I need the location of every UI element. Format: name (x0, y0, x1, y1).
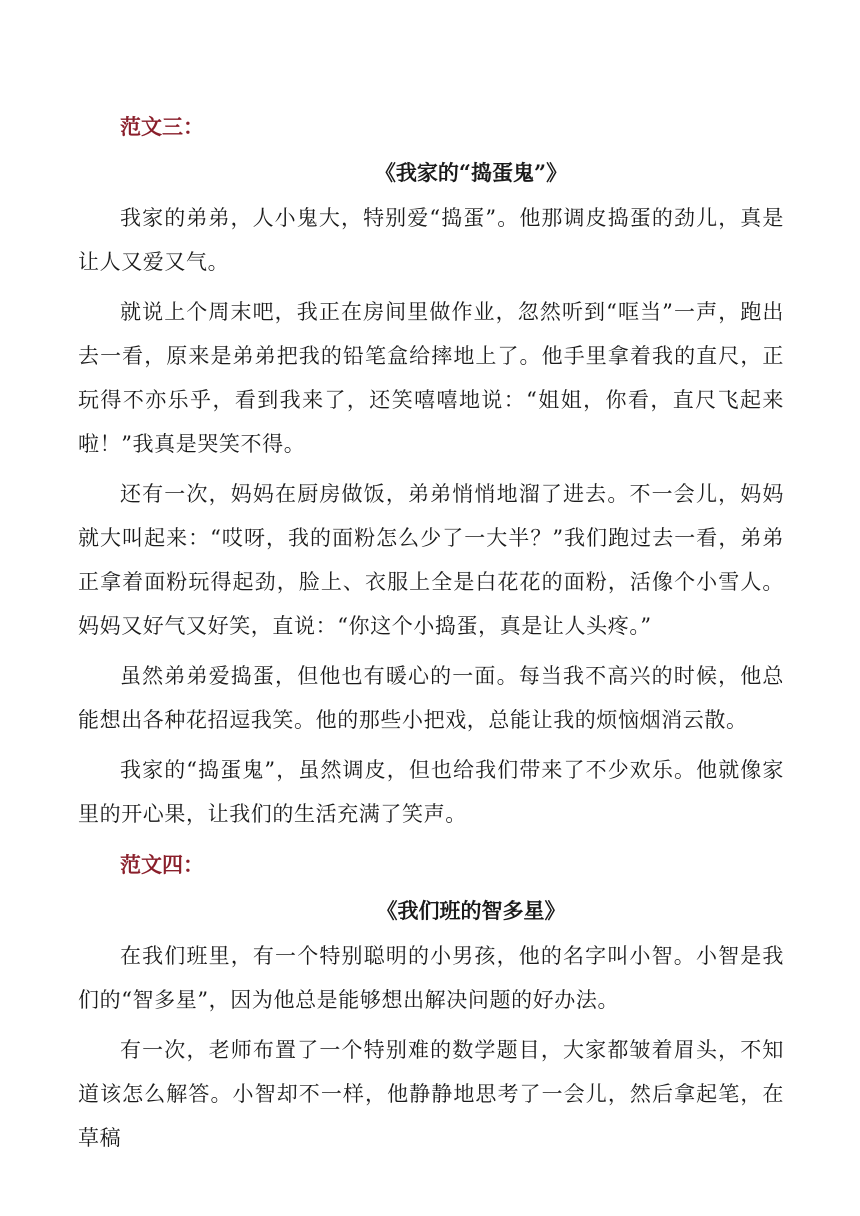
paragraph: 就说上个周末吧，我正在房间里做作业，忽然听到“哐当”一声，跑出去一看，原来是弟弟把我的铅笔盒给摔地上了。他手里拿着我的直尺，正玩得不亦乐乎，看到我来了，还笑嘻嘻地说：“姐姐，你看，直尺飞起来啦！”我真是哭笑不得。 (78, 300, 784, 456)
section-essay-4 (78, 842, 784, 1160)
paragraph: 有一次，老师布置了一个特别难的数学题目，大家都皱着眉头，不知道该怎么解答。小智却不一样，他静静地思考了一会儿，然后拿起笔，在草稿 (78, 1038, 784, 1150)
paragraph: 我家的弟弟，人小鬼大，特别爱“捣蛋”。他那调皮捣蛋的劲儿，真是让人又爱又气。 (78, 206, 784, 274)
essay-title: 《我家的“捣蛋鬼”》 (374, 160, 568, 185)
paragraph: 在我们班里，有一个特别聪明的小男孩，他的名字叫小智。小智是我们的“智多星”，因为他总是能够想出解决问题的好办法。 (78, 944, 784, 1012)
section-label: 范文三： (120, 114, 204, 139)
document-page (78, 104, 784, 1166)
paragraph: 还有一次，妈妈在厨房做饭，弟弟悄悄地溜了进去。不一会儿，妈妈就大叫起来：“哎呀，我的面粉怎么少了一大半？”我们跑过去一看，弟弟正拿着面粉玩得起劲，脸上、衣服上全是白花花的面粉，活像个小雪人。妈妈又好气又好笑，直说：“你这个小捣蛋，真是让人头疼。” (78, 482, 784, 638)
section-label: 范文四： (120, 852, 204, 877)
paragraph: 我家的“捣蛋鬼”，虽然调皮，但也给我们带来了不少欢乐。他就像家里的开心果，让我们的生活充满了笑声。 (78, 758, 784, 826)
paragraph: 虽然弟弟爱捣蛋，但他也有暖心的一面。每当我不高兴的时候，他总能想出各种花招逗我笑。他的那些小把戏，总能让我的烦恼烟消云散。 (78, 664, 784, 732)
section-essay-3 (78, 104, 784, 836)
essay-title: 《我们班的智多星》 (376, 898, 566, 923)
